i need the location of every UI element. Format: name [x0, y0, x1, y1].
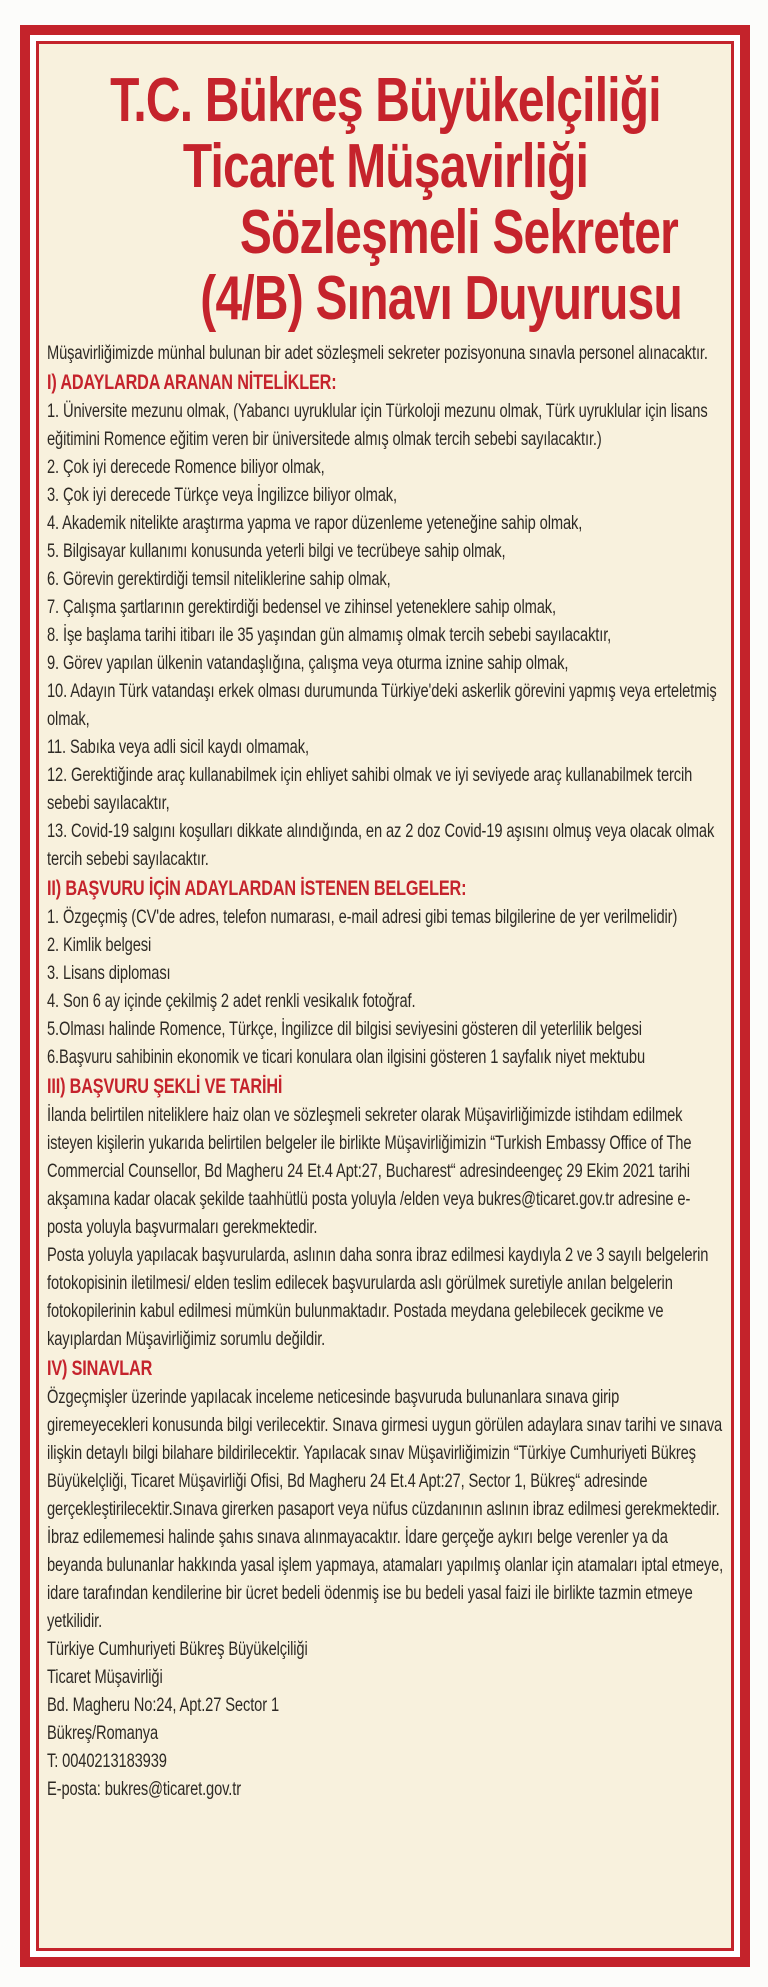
list-item: 11. Sabıka veya adli sicil kaydı olmamak, — [47, 737, 309, 758]
list-item: 2. Çok iyi derecede Romence biliyor olmak, — [47, 457, 325, 478]
list-item: 3. Çok iyi derecede Türkçe veya İngilizce biliyor olmak, — [47, 485, 397, 506]
list-item: 12. Gerektiğinde araç kullanabilmek için ehliyet sahibi olmak ve iyi seviyede araç kullanabilmek tercih sebebi sayılacaktır, — [47, 765, 693, 814]
page-title — [47, 68, 723, 332]
list-item: 6.Başvuru sahibinin ekonomik ve ticari konulara olan ilgisini gösteren 1 sayfalık niyet mektubu — [47, 1047, 646, 1068]
list-item: 13. Covid-19 salgını koşulları dikkate alındığında, en az 2 doz Covid-19 aşısını olmuş veya olacak olmak tercih sebebi sayılacaktır. — [47, 821, 715, 870]
list-item: 8. İşe başlama tarihi itibarı ile 35 yaşından gün almamış olmak tercih sebebi sayılacaktır, — [47, 625, 612, 646]
announcement-panel — [36, 41, 734, 1951]
paragraph: Posta yoluyla yapılacak başvurularda, aslının daha sonra ibraz edilmesi kaydıyla 2 ve 3 sayılı belgelerin fotokopisinin iletilmesi/ elden teslim edilecek başvurularda aslı görülmek suretiyle anılan belgelerin fotokopilerinin kabul edilmesi mümkün bulunmaktadır. Postada meydana gelebilecek gecikme ve kayıplardan Müşavirliğimiz sorumlu değildir. — [47, 1245, 709, 1350]
list-item: 2. Kimlik belgesi — [47, 935, 152, 956]
list-item: 10. Adayın Türk vatandaşı erkek olması durumunda Türkiye'deki askerlik görevini yapmış veya erteletmiş olmak, — [47, 681, 717, 730]
list-item: 5. Bilgisayar kullanımı konusunda yeterli bilgi ve tecrübeye sahip olmak, — [47, 541, 506, 562]
list-item: 6. Görevin gerektirdiği temsil niteliklerine sahip olmak, — [47, 569, 391, 590]
footer-line: T: 0040213183939 — [47, 1751, 167, 1772]
footer-line: Bd. Magheru No:24, Apt.27 Sector 1 — [47, 1695, 280, 1716]
paragraph: Özgeçmişler üzerinde yapılacak inceleme neticesinde başvuruda bulunanlara sınava girip giremeyecekleri konusunda bilgi verilecektir. Sınava girmesi uygun görülen adaylara sınav tarihi ve sınava ilişkin detaylı bilgi bilahare bildirilecektir. Yapılacak sınav Müşavirliğimizin “Türkiye Cumhuriyeti Bükreş Büyükelçliği, Ticaret Müşavirliği Ofisi, Bd Magheru 24 Et.4 Apt:27, Sector 1, Bükreş“ adresinde gerçekleştirilecektir.Sınava girerken pasaport veya nüfus cüzdanının aslının ibraz edilmesi gerekmektedir. İbraz edilememesi halinde şahıs sınava alınmayacaktır. İdare gerçeğe aykırı belge verenler ya da beyanda bulunanlar hakkında yasal işlem yapmaya, atamaları yapılmış olanlar için atamaları iptal etmeye, idare tarafından kendilerine bir ücret bedeli ödenmiş ise bu bedeli yasal faizi ile birlikte tazmin etmeye yetkilidir. — [47, 1387, 724, 1632]
section-heading-2: II) BAŞVURU İÇİN ADAYLARDAN İSTENEN BELGELER: — [47, 877, 467, 900]
title-line: (4/B) Sınavı Duyurusu — [200, 264, 683, 333]
paragraph: İlanda belirtilen niteliklere haiz olan ve sözleşmeli sekreter olarak Müşavirliğimizde istihdam edilmek isteyen kişilerin yukarıda belirtilen belgeler ile birlikte Müşavirliğimizin “Turkish Embassy Office of The Commercial Counsellor, Bd Magheru 24 Et.4 Apt:27, Bucharest“ adresindeengeç 29 Ekim 2021 tarihi akşamına kadar olacak şekilde taahhütlü posta yoluyla /elden veya bukres@ticaret.gov.tr adresine e-posta yoluyla başvurmaları gerekmektedir. — [47, 1105, 692, 1238]
list-item: 9. Görev yapılan ülkenin vatandaşlığına, çalışma veya oturma iznine sahip olmak, — [47, 653, 569, 674]
list-item: 4. Son 6 ay içinde çekilmiş 2 adet renkli vesikalık fotoğraf. — [47, 991, 416, 1012]
title-line: Sözleşmeli Sekreter — [239, 198, 679, 267]
title-line: T.C. Bükreş Büyükelçiliği — [110, 66, 661, 135]
intro-paragraph: Müşavirliğimizde münhal bulunan bir adet sözleşmeli sekreter pozisyonuna sınavla personel alınacaktır. — [47, 343, 708, 364]
list-item: 5.Olması halinde Romence, Türkçe, İngilizce dil bilgisi seviyesini gösteren dil yeterlilik belgesi — [47, 1019, 642, 1040]
announcement-frame — [20, 25, 750, 1967]
section-heading-4: IV) SINAVLAR — [47, 1357, 153, 1380]
section-heading-3: III) BAŞVURU ŞEKLİ VE TARİHİ — [47, 1075, 283, 1098]
title-line: Ticaret Müşavirliği — [182, 132, 589, 201]
footer-line: E-posta: bukres@ticaret.gov.tr — [47, 1779, 242, 1800]
list-item: 1. Özgeçmiş (CV'de adres, telefon numarası, e-mail adresi gibi temas bilgilerine de yer verilmelidir) — [47, 907, 678, 928]
list-item: 4. Akademik nitelikte araştırma yapma ve rapor düzenleme yeteneğine sahip olmak, — [47, 513, 583, 534]
list-item: 3. Lisans diploması — [47, 963, 171, 984]
footer-line: Bükreş/Romanya — [47, 1723, 159, 1744]
section-heading-1: I) ADAYLARDA ARANAN NİTELİKLER: — [47, 371, 337, 394]
footer-line: Türkiye Cumhuriyeti Bükreş Büyükelçiliği — [47, 1639, 308, 1660]
list-item: 1. Üniversite mezunu olmak, (Yabancı uyruklular için Türkoloji mezunu olmak, Türk uyruklular için lisans eğitimini Romence eğitim veren bir üniversitede almış olmak tercih sebebi sayılacaktır.) — [47, 401, 708, 450]
list-item: 7. Çalışma şartlarının gerektirdiği bedensel ve zihinsel yeteneklere sahip olmak, — [47, 597, 556, 618]
announcement-body — [47, 340, 723, 1804]
footer-line: Ticaret Müşavirliği — [47, 1667, 163, 1688]
